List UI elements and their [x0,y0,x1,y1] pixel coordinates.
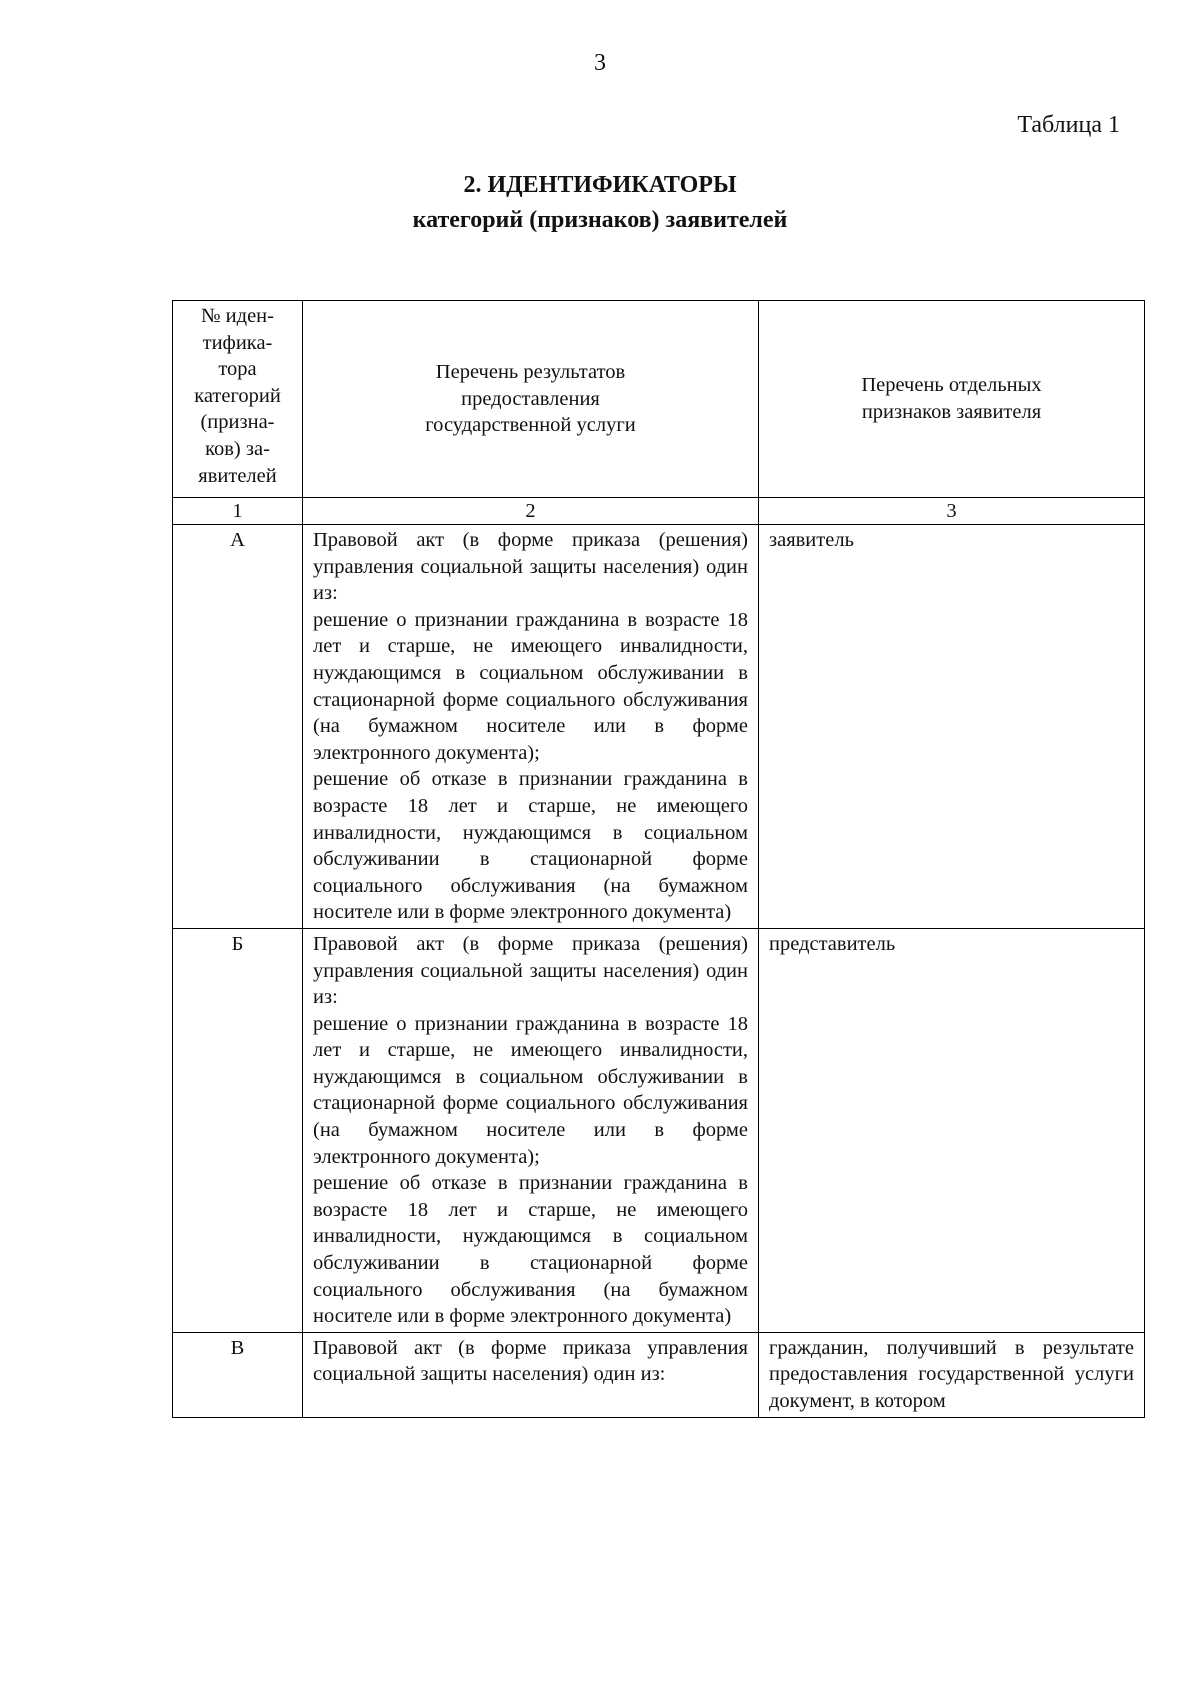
identifiers-table [172,300,1145,1418]
result-intro: Правовой акт (в форме приказа (решения) управления социальной защиты населения) один из: [313,529,748,605]
title-line-2: категорий (признаков) заявителей [412,207,788,233]
table-label: Таблица 1 [1017,112,1120,138]
row-attribute: гражданин, получивший в результате предоставления государственной услуги документ, в котором [759,1332,1145,1417]
column-number-row [173,498,1145,525]
result-intro: Правовой акт (в форме приказа управления социальной защиты населения) один из: [313,1336,748,1386]
table-header-row [173,301,1145,498]
row-id: А [173,525,303,929]
column-number-1: 1 [173,498,303,525]
column-number-3: 3 [759,498,1145,525]
result-item-2: решение об отказе в признании гражданина в возрасте 18 лет и старше, не имеющего инвалидности, нуждающимся в социальном обслуживании в стационарной форме социального обслуживания (на бумажном носителе или в форме электронного документа) [313,1172,748,1328]
row-id: В [173,1332,303,1417]
header-results-column: Перечень результатов предоставления государственной услуги [303,301,759,498]
title-line-1: 2. ИДЕНТИФИКАТОРЫ [463,172,737,198]
header-id-column: № иден- тифика- тора категорий (призна- ков) за- явителей [173,301,303,498]
result-intro: Правовой акт (в форме приказа (решения) управления социальной защиты населения) один из: [313,932,748,1009]
result-item-2: решение об отказе в признании гражданина в возрасте 18 лет и старше, не имеющего инвалидности, нуждающимся в социальном обслуживании в стационарной форме социального обслуживания (на бумажном носителе или в форме электронного документа) [313,768,748,924]
document-title [0,168,1200,238]
table-row [173,525,1145,929]
result-item-1: решение о признании гражданина в возрасте 18 лет и старше, не имеющего инвалидности, нуждающимся в социальном обслуживании в стационарной форме социального обслуживания (на бумажном носителе или в форме электронного документа); [313,1012,748,1168]
row-result [303,928,759,1332]
row-attribute: представитель [759,928,1145,1332]
column-number-2: 2 [303,498,759,525]
result-item-1: решение о признании гражданина в возрасте 18 лет и старше, не имеющего инвалидности, нуждающимся в социальном обслуживании в стационарной форме социального обслуживания (на бумажном носителе или в форме электронного документа); [313,608,748,764]
row-id: Б [173,928,303,1332]
row-attribute: заявитель [759,525,1145,929]
table-row [173,1332,1145,1417]
table-row [173,928,1145,1332]
page-number: 3 [594,50,606,76]
row-result [303,525,759,929]
header-attributes-column: Перечень отдельных признаков заявителя [759,301,1145,498]
row-result [303,1332,759,1417]
